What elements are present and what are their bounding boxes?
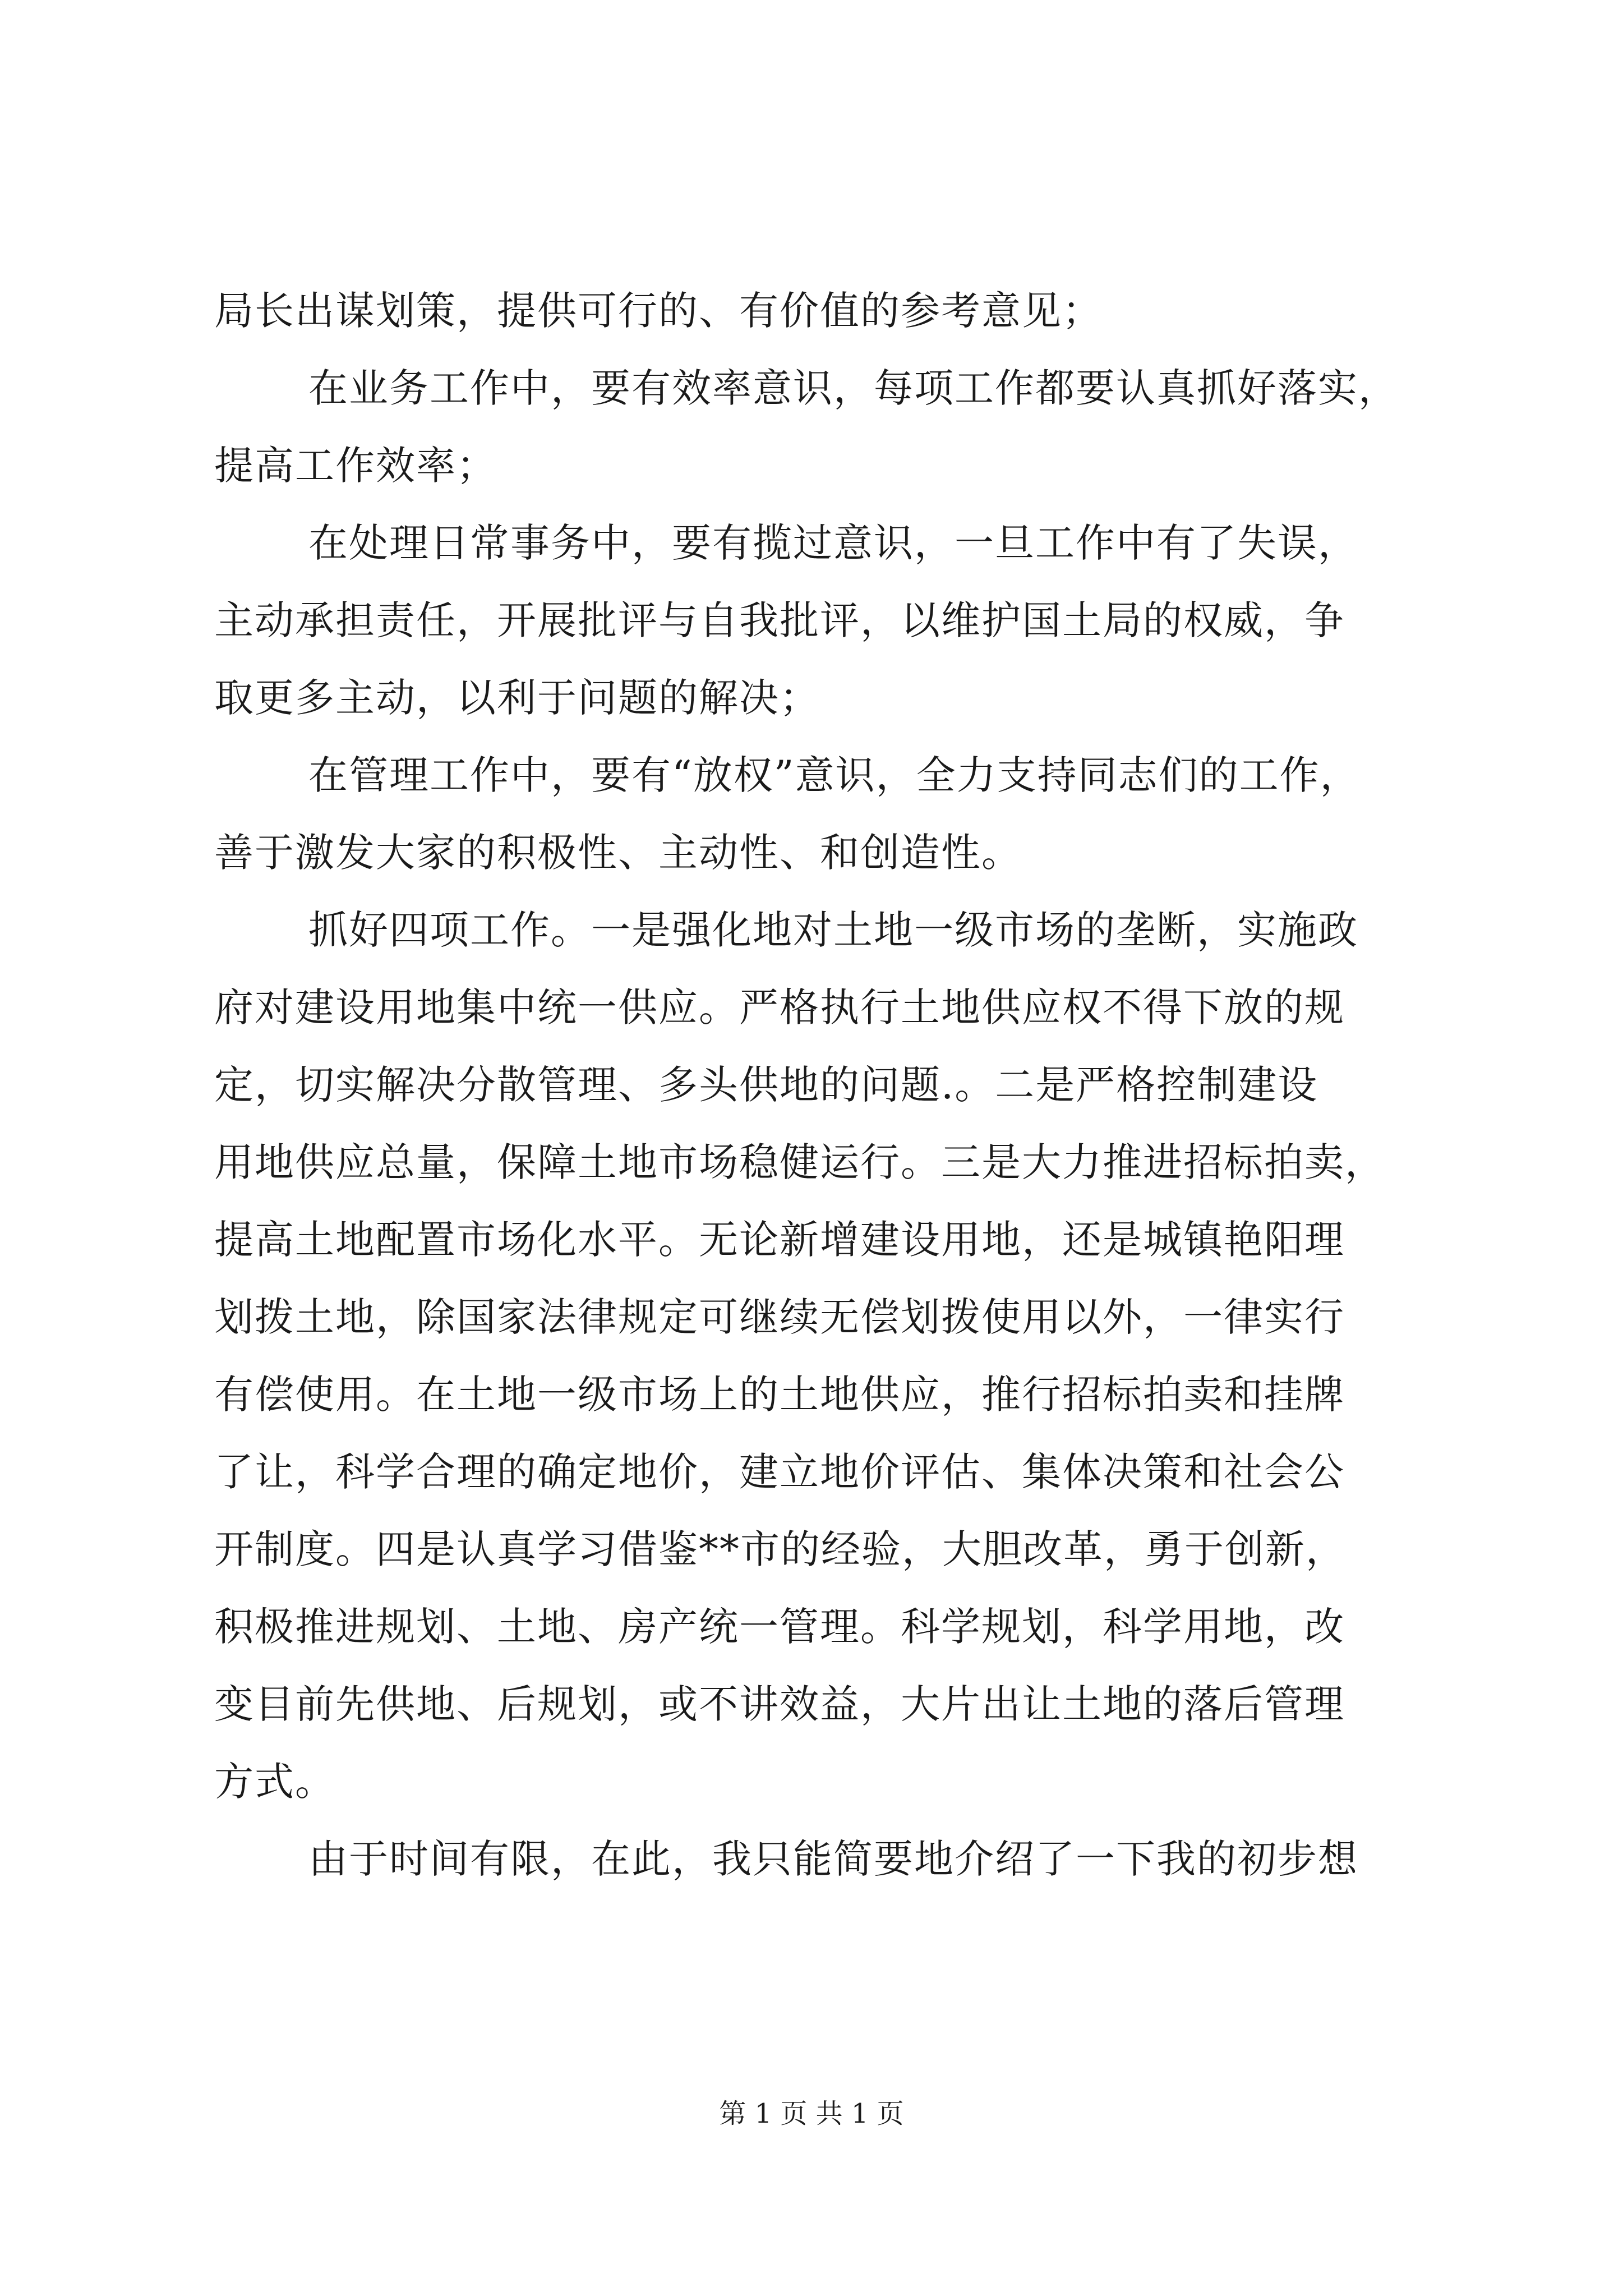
paragraph-line: 由于时间有限，在此，我只能简要地介绍了一下我的初步想: [308, 1836, 1358, 1882]
paragraph-line: 取更多主动，以利于问题的解决；: [214, 675, 820, 721]
paragraph-line: 局长出谋划策，提供可行的、有价值的参考意见；: [214, 288, 1103, 334]
paragraph-line: 在处理日常事务中，要有揽过意识，一旦工作中有了失误，: [308, 520, 1358, 566]
paragraph-line: 提高工作效率；: [214, 443, 497, 489]
paragraph-line: 开制度。四是认真学习借鉴**市的经验，大胆改革，勇于创新，: [214, 1526, 1346, 1572]
paragraph-2: [214, 349, 1420, 504]
paragraph-line: 提高土地配置市场化水平。无论新增建设用地，还是城镇艳阳理: [214, 1217, 1345, 1263]
paragraph-line: 用地供应总量，保障土地市场稳健运行。三是大力推进招标拍卖，: [214, 1139, 1385, 1185]
paragraph-5: [214, 891, 1420, 1820]
paragraph-line: 划拨土地，除国家法律规定可继续无偿划拨使用以外，一律实行: [214, 1294, 1345, 1340]
paragraph-line: 定，切实解决分散管理、多头供地的问题.。二是严格控制建设: [214, 1062, 1318, 1108]
paragraph-3: [214, 504, 1420, 737]
paragraph-line: 府对建设用地集中统一供应。严格执行土地供应权不得下放的规: [214, 984, 1345, 1030]
paragraph-4: [214, 737, 1420, 891]
body-text: [214, 272, 1420, 1898]
paragraph-line: 有偿使用。在土地一级市场上的土地供应，推行招标拍卖和挂牌: [214, 1372, 1345, 1418]
paragraph-line: 主动承担责任，开展批评与自我批评，以维护国土局的权威，争: [214, 597, 1345, 643]
paragraph-1: [214, 272, 1420, 349]
page-number-footer: 第 1 页 共 1 页: [719, 2098, 904, 2129]
paragraph-line: 善于激发大家的积极性、主动性、和创造性。: [214, 830, 1022, 876]
paragraph-line: 了让，科学合理的确定地价，建立地价评估、集体决策和社会公: [214, 1449, 1345, 1495]
paragraph-line: 方式。: [214, 1759, 335, 1805]
paragraph-line: 积极推进规划、土地、房产统一管理。科学规划，科学用地，改: [214, 1604, 1345, 1650]
paragraph-line: 变目前先供地、后规划，或不讲效益，大片出让土地的落后管理: [214, 1681, 1345, 1727]
paragraph-line: 在管理工作中，要有“放权”意识，全力支持同志们的工作，: [308, 752, 1361, 798]
paragraph-6: [214, 1820, 1420, 1898]
paragraph-line: 在业务工作中，要有效率意识，每项工作都要认真抓好落实，: [308, 365, 1399, 411]
paragraph-line: 抓好四项工作。一是强化地对土地一级市场的垄断，实施政: [308, 907, 1358, 953]
